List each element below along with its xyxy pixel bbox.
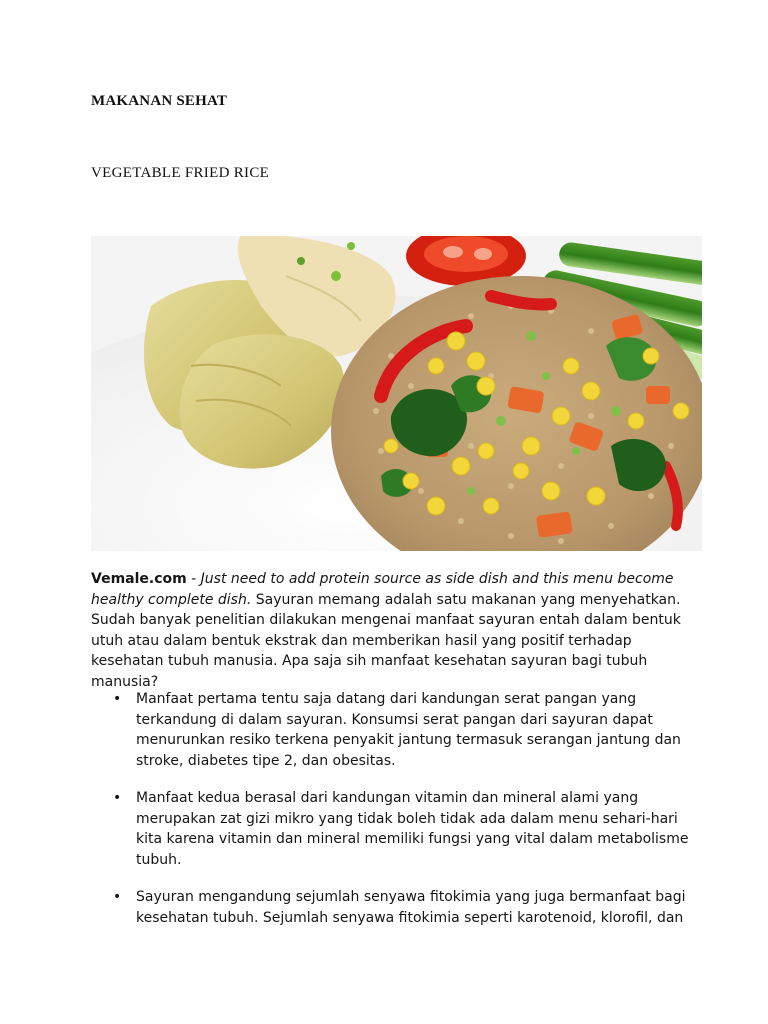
list-item-text: Sayuran mengandung sejumlah senyawa fitokimia yang juga bermanfaat bagi kesehatan tubuh. Sejumlah senyawa fitokimia seperti karotenoid, klorofil, dan [136, 889, 686, 926]
list-item [91, 788, 691, 870]
source-separator: - [186, 571, 201, 587]
intro-text: Sayuran memang adalah satu makanan yang menyehatkan. Sudah banyak penelitian dilakukan mengenai manfaat sayuran entah dalam bentuk utuh atau dalam bentuk ekstrak dan memberikan hasil yang positif terhadap kesehatan tubuh manusia. Apa saja sih manfaat kesehatan sayuran bagi tubuh manusia? [91, 591, 681, 690]
list-item-text: Manfaat pertama tentu saja datang dari kandungan serat pangan yang terkandung di dalam sayuran. Konsumsi serat pangan dari sayuran dapat menurunkan resiko terkena penyakit jantung termasuk serangan jantung dan stroke, diabetes tipe 2, dan obesitas. [136, 691, 681, 769]
document-title: MAKANAN SEHAT [91, 93, 228, 109]
list-item [91, 887, 691, 928]
benefits-list [91, 689, 691, 945]
intro-paragraph [91, 569, 681, 692]
list-item [91, 689, 691, 771]
list-item-text: Manfaat kedua berasal dari kandungan vitamin dan mineral alami yang merupakan zat gizi mikro yang tidak boleh tidak ada dalam menu sehari-hari kita karena vitamin dan mineral memiliki fungsi yang vital dalam metabolisme tubuh. [136, 790, 689, 868]
source-label: Vemale.com [91, 571, 187, 587]
bullet-icon: • [113, 790, 122, 806]
bullet-icon: • [113, 889, 122, 905]
bullet-icon: • [113, 691, 122, 707]
document-subtitle: VEGETABLE FRIED RICE [91, 165, 270, 181]
fried-rice-photo [91, 236, 702, 551]
intro-tagline: Just need to add protein source as side dish and this menu become healthy complete dish. [91, 571, 674, 608]
